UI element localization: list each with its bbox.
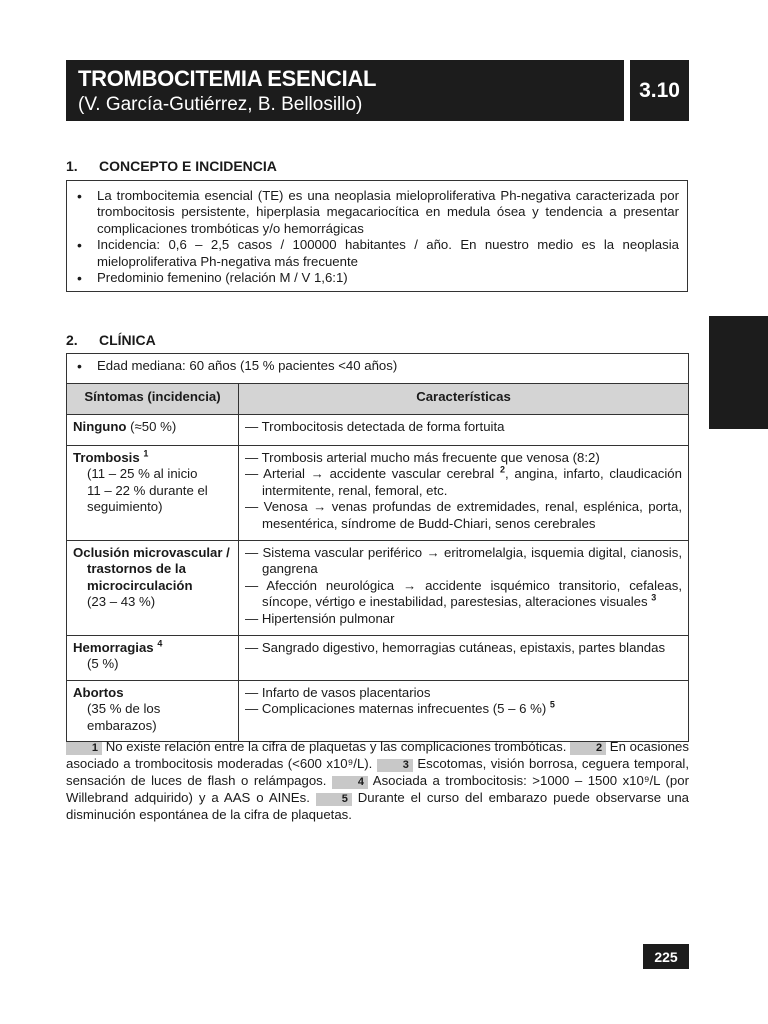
- symptom-incidence: 11 – 22 % durante el seguimiento): [87, 482, 208, 515]
- footnotes: [66, 738, 689, 823]
- footnote-text: Durante el curso del embarazo puede observarse una disminución espontánea de la cifra de plaquetas.: [66, 790, 689, 822]
- symptom-incidence: (≈50 %): [126, 419, 177, 434]
- footnote-ref: 1: [143, 448, 149, 459]
- feature-line: — Trombocitosis detectada de forma fortuita: [245, 419, 505, 434]
- feature-line: — Afección neurológica → accidente isquémico transitorio, cefaleas, síncope, vértigo e inestabilidad, parestesias, alteraciones visuales $^3$: [245, 577, 682, 610]
- features-cell: [239, 541, 689, 636]
- section-2-heading: [66, 332, 156, 348]
- clinical-table: [67, 384, 688, 741]
- chapter-number: 3.10: [630, 60, 689, 121]
- footnote-text: Asociada a trombocitosis: >1000 – 1500 x10⁹/L (por Willebrand adquirido) y a AAS o AINEs.: [66, 773, 689, 805]
- symptom-incidence: (5 %): [87, 656, 119, 672]
- footnote-number: 3: [377, 759, 413, 772]
- chapter-header: [66, 60, 624, 121]
- features-cell: [239, 446, 689, 541]
- footnote-text: Escotomas, visión borrosa, ceguera temporal, sensación de luces de flash o relámpagos.: [66, 756, 689, 788]
- footnote-number: 4: [332, 776, 368, 789]
- chapter-authors: (V. García-Gutiérrez, B. Bellosillo): [78, 94, 363, 115]
- footnote-ref: 4: [157, 638, 163, 649]
- footnote-number: 1: [66, 742, 102, 755]
- symptom-incidence: (23 – 43 %): [87, 594, 156, 610]
- features-cell: [239, 681, 689, 742]
- symptom-incidence: (11 – 25 % al inicio: [87, 466, 198, 482]
- feature-line: — Hipertensión pulmonar: [245, 610, 395, 626]
- symptom-name: Trombosis: [73, 450, 140, 465]
- footnote-ref: 5: [549, 700, 555, 711]
- symptom-incidence: (35 % de los embarazos): [87, 701, 161, 733]
- table-row: [67, 636, 688, 681]
- table-row: [67, 446, 688, 541]
- footnote-text: No existe relación entre la cifra de plaquetas y las complicaciones trombóticas.: [105, 739, 567, 754]
- footnote-text: En ocasiones asociado a trombocitosis moderadas (<600 x10⁹/L).: [66, 739, 689, 771]
- section-2-title: CLÍNICA: [99, 332, 156, 348]
- page-number: 225: [643, 944, 689, 969]
- feature-line: — Complicaciones maternas infrecuentes (5 – 6 %) $^5$: [245, 700, 555, 717]
- section-2-number: 2.: [66, 332, 78, 348]
- feature-line: — Infarto de vasos placentarios: [245, 685, 431, 700]
- symptom-cell: [67, 446, 239, 541]
- footnote-number: 2: [570, 742, 606, 755]
- footnote-ref: 3: [651, 592, 657, 603]
- list-item: • La trombocitemia esencial (TE) es una neoplasia mieloproliferativa Ph-negativa caracterizada por trombocitosis persistente, hiperplasia megacariocítica en medula ósea y tendencia a presentar complicaciones trombóticas y/o hemorrágicas: [75, 188, 679, 237]
- symptom-cell: [67, 541, 239, 636]
- features-cell: [239, 415, 689, 446]
- section-1-number: 1.: [66, 158, 78, 174]
- clinical-table-box: [66, 353, 689, 742]
- table-header-row: [67, 384, 688, 415]
- symptom-cell: [67, 681, 239, 742]
- symptom-name: Oclusión microvascular / trastornos de la microcirculación: [73, 545, 230, 593]
- concept-list: [75, 188, 679, 286]
- list-item: • Edad mediana: 60 años (15 % pacientes <40 años): [75, 358, 680, 374]
- concept-box: [66, 180, 688, 292]
- features-cell: [239, 636, 689, 681]
- list-item: • Predominio femenino (relación M / V 1,6:1): [75, 270, 679, 286]
- footnote-ref: 2: [499, 465, 505, 476]
- feature-line: — Venosa → venas profundas de extremidades, renal, esplénica, porta, mesentérica, síndrome de Budd-Chiari, senos cerebrales: [245, 499, 682, 531]
- table-row: [67, 415, 688, 446]
- symptom-cell: [67, 415, 239, 446]
- median-age-row: [67, 354, 688, 384]
- side-thumb-tab: [709, 316, 768, 429]
- feature-line: — Sistema vascular periférico → eritromelalgia, isquemia digital, cianosis, gangrena: [245, 545, 682, 577]
- section-1-title: CONCEPTO E INCIDENCIA: [99, 158, 277, 174]
- table-row: [67, 541, 688, 636]
- symptom-name: Ninguno: [73, 419, 127, 434]
- column-header-symptoms: Síntomas (incidencia): [67, 384, 239, 415]
- feature-line: — Trombosis arterial mucho más frecuente que venosa (8:2): [245, 450, 600, 465]
- chapter-title: TROMBOCITEMIA ESENCIAL: [78, 66, 377, 91]
- feature-line: — Arterial → accidente vascular cerebral $^2$, angina, infarto, claudicación intermitente, renal, femoral, etc.: [245, 465, 682, 498]
- list-item: • Incidencia: 0,6 – 2,5 casos / 100000 habitantes / año. En nuestro medio es la neoplasia mieloproliferativa Ph-negativa más frecuente: [75, 237, 679, 270]
- feature-line: — Sangrado digestivo, hemorragias cutáneas, epistaxis, partes blandas: [245, 640, 666, 655]
- symptom-name: Abortos: [73, 685, 124, 700]
- symptom-cell: [67, 636, 239, 681]
- symptom-name: Hemorragias: [73, 640, 154, 655]
- column-header-features: Características: [239, 384, 689, 415]
- footnote-number: 5: [316, 793, 352, 806]
- section-1-heading: [66, 158, 277, 174]
- table-row: [67, 681, 688, 742]
